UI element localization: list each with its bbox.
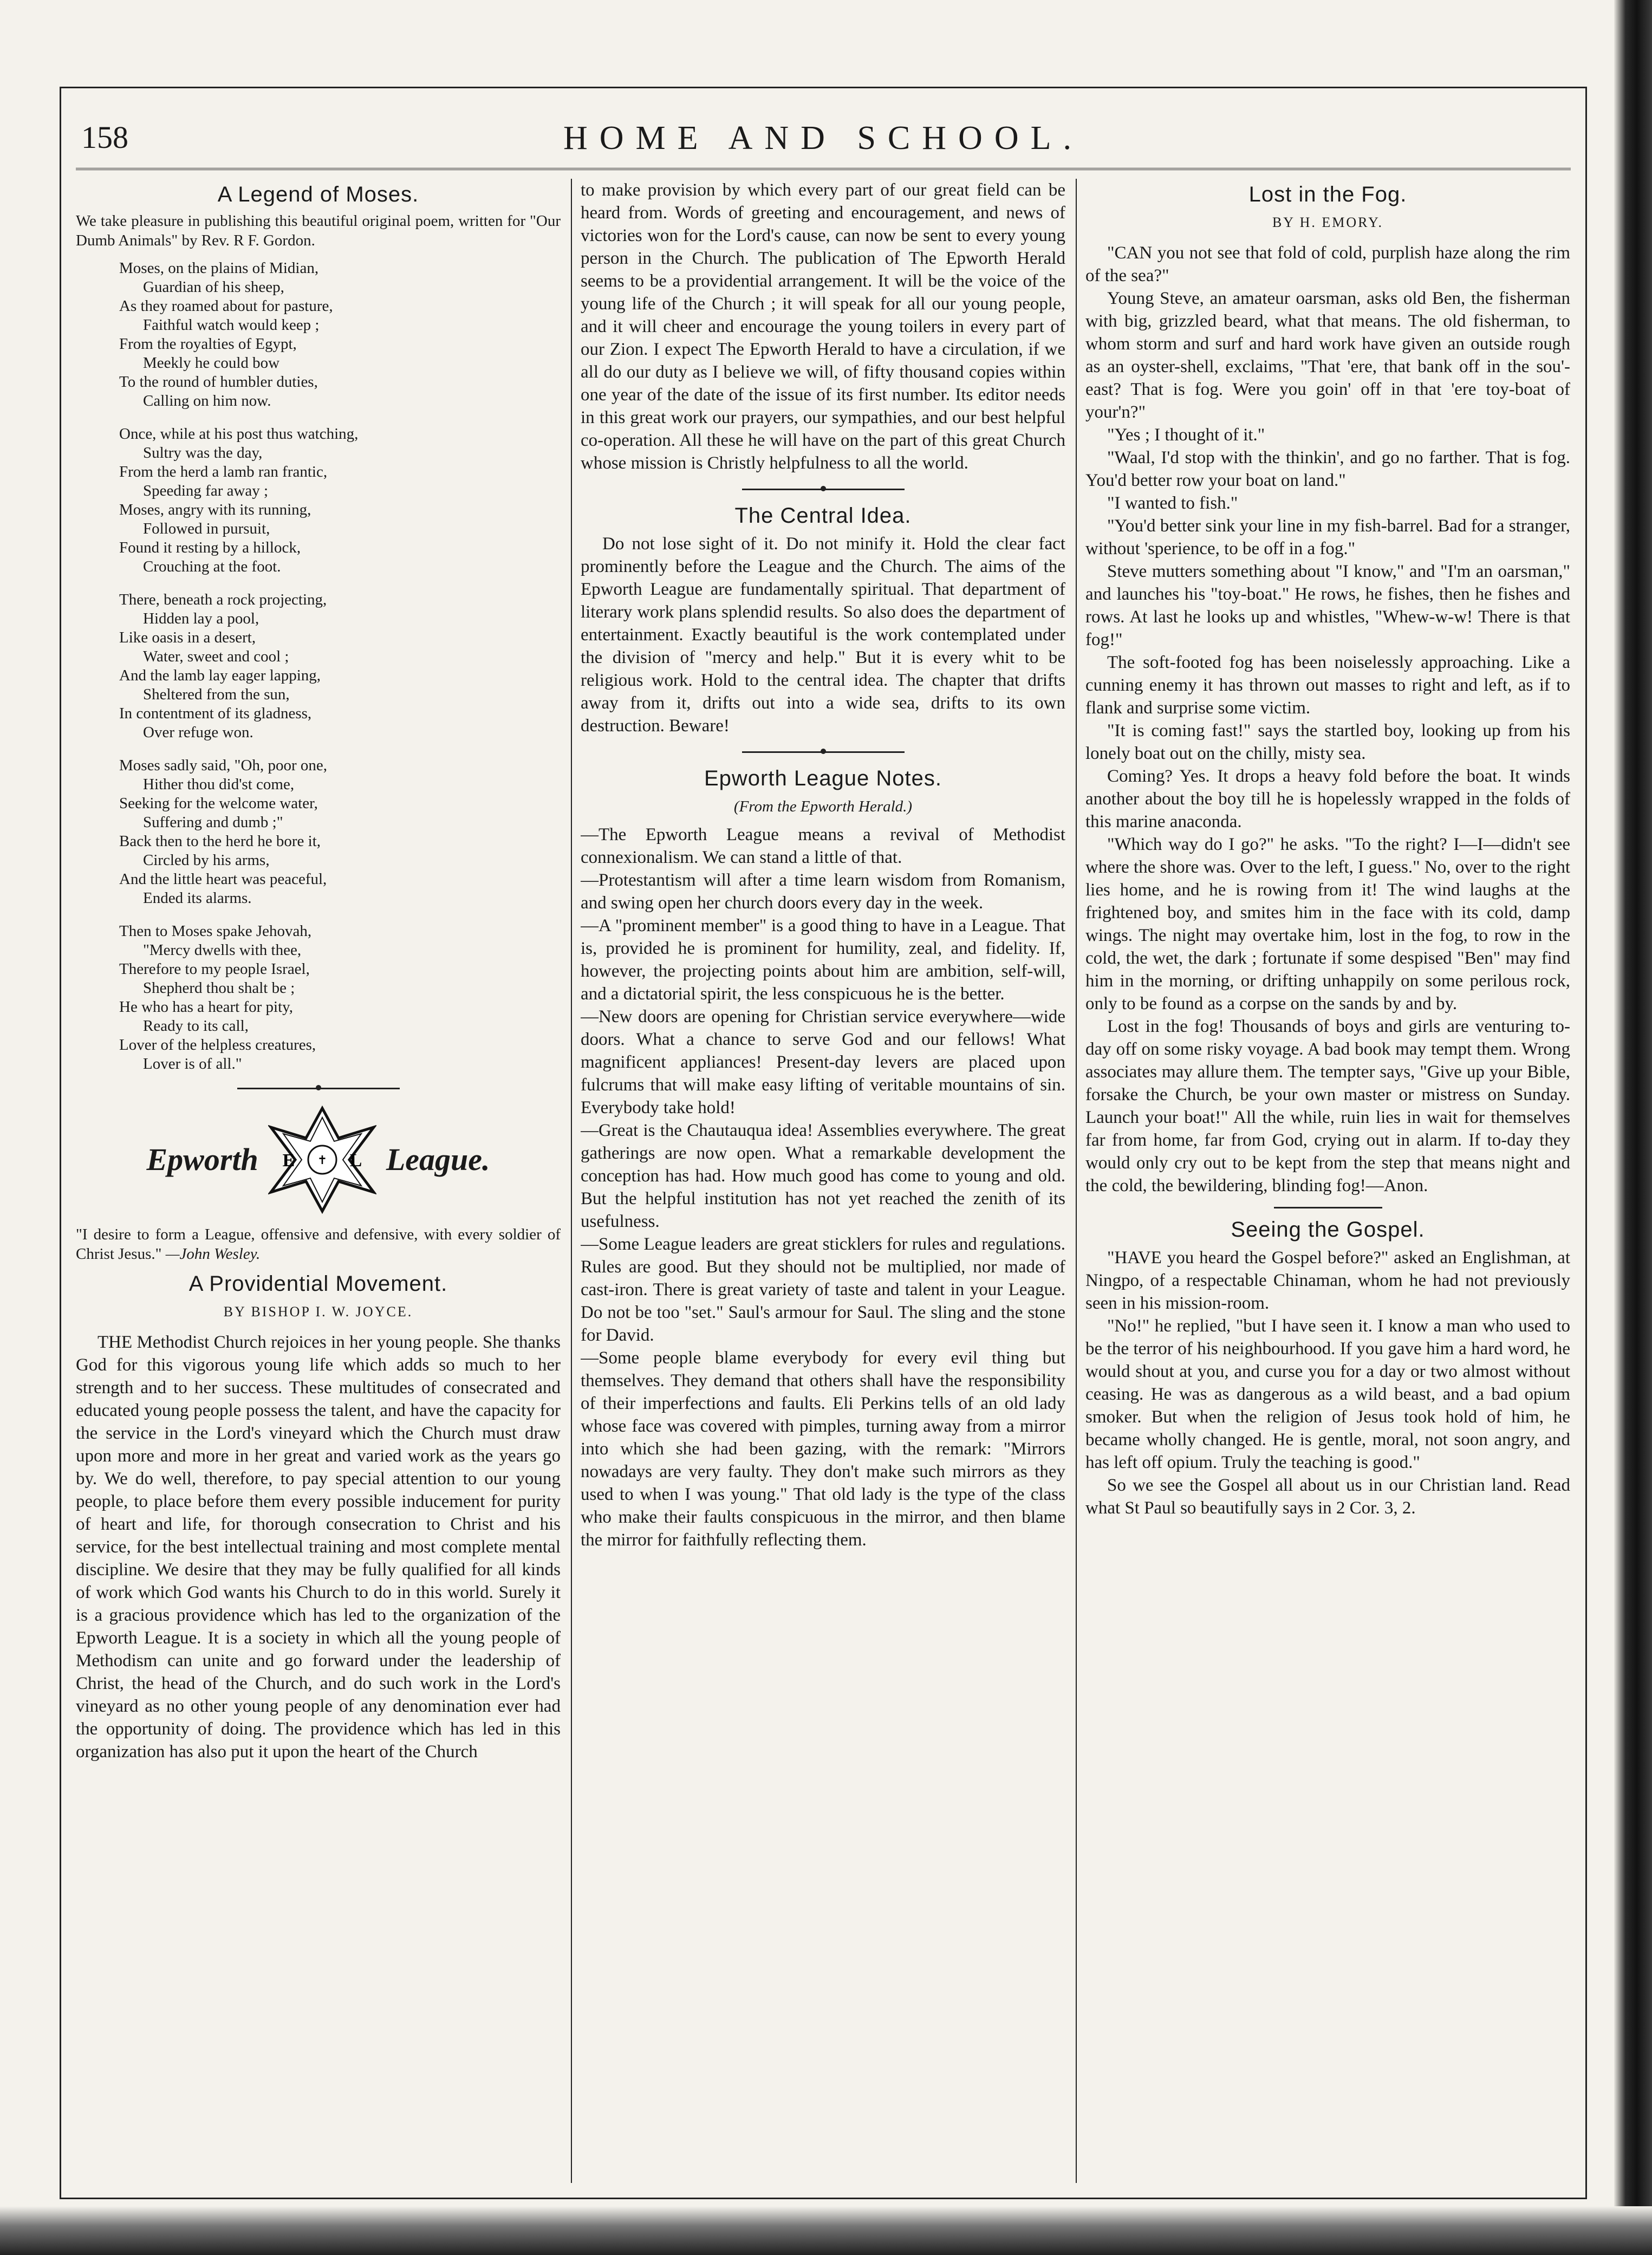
fog-paragraph: "I wanted to fish." (1107, 493, 1238, 513)
poem-line: From the herd a lamb ran frantic, (119, 463, 328, 480)
article-byline-emory: BY H. EMORY. (1272, 215, 1384, 230)
fog-paragraph: Lost in the fog! Thousands of boys and girls are venturing to-day off on some risky voyage. A bad book may tempt them. Wrong associates may allure them. The tempter says, "Give up your Bible, forsake the Church, be your own master or mistress on Sunday. Launch your boat!" All the while, ruin lies in wait for themselves far from home, far from God, crying out in alarm. If to-day they would only cry out to be kept from the step that means night and the cold, the bewildering, blinding fog!—Anon. (1085, 1017, 1570, 1195)
fog-paragraph: "Yes ; I thought of it." (1107, 425, 1265, 445)
league-note: —Great is the Chautauqua idea! Assemblies everywhere. The great gatherings are now open. What a remarkable development the conception has had. How much good has come to young and old. But the helpful institution has not yet reached the zenith of its usefulness. (581, 1121, 1065, 1231)
fog-paragraph: "You'd better sink your line in my fish-barrel. Bad for a stranger, without 'sperience, to be off in a fog." (1085, 516, 1570, 558)
poem-intro: We take pleasure in publishing this beautiful original poem, written for "Our Dumb Animals" by Rev. R F. Gordon. (76, 212, 561, 249)
fog-paragraph: Steve mutters something about "I know," and "I'm an oarsman," and launches his "toy-boat." He rows, he fishes, then he fishes and rows. At last he looks up and whistles, "Whew-w-w! There is that fog!" (1085, 562, 1570, 649)
poem (119, 259, 561, 1074)
poem-line: Moses, angry with its running, (119, 501, 311, 518)
column-rule (1076, 179, 1077, 2183)
section-divider (742, 751, 905, 753)
emblem-letter-e: E (282, 1151, 295, 1171)
poem-line: Then to Moses spake Jehovah, (119, 922, 312, 940)
poem-stanza (119, 756, 561, 908)
article-title-seeing-gospel: Seeing the Gospel. (1231, 1218, 1425, 1242)
poem-line: Circled by his arms, (143, 852, 270, 869)
section-divider (742, 489, 905, 490)
poem-line: Over refuge won. (143, 724, 253, 741)
league-notes-list (581, 823, 1065, 1551)
fog-paragraph: Coming? Yes. It drops a heavy fold before the boat. It winds another about the boy till he is hopelessly wrapped in the folds of this marine anaconda. (1085, 766, 1570, 831)
article-title-central-idea: The Central Idea. (734, 504, 912, 528)
poem-stanza (119, 590, 561, 742)
fog-paragraph: Young Steve, an amateur oarsman, asks old Ben, the fisherman with big, grizzled beard, what that means. The old fisherman, to whom storm and surf and hard work have given an outside rough as an oyster-shell, exclaims, "That 'ere, that bank off in the sou'-east? That is fog. Were you goin' off in that 'ere toy-boat of your'n?" (1085, 289, 1570, 422)
article-title-league-notes: Epworth League Notes. (704, 766, 942, 790)
article-body-central-idea: Do not lose sight of it. Do not minify it. Hold the clear fact prominently before the League and the Church. The aims of the Epworth League are fundamentally spiritual. That department of literary work plans splendid results. So also does the department of entertainment. Exactly beautiful is the work contemplated under the division of "mercy and help." But it is every whit to be religious work. Hold to the central idea. The chapter that drifts away from it, drifts out into a wide sea, drifts to its own destruction. Beware! (581, 534, 1065, 736)
poem-line: Ended its alarms. (143, 889, 252, 907)
poem-line: And the little heart was peaceful, (119, 870, 327, 888)
poem-line: Crouching at the foot. (143, 558, 281, 575)
poem-line: From the royalties of Egypt, (119, 335, 297, 353)
poem-line: Moses, on the plains of Midian, (119, 259, 319, 277)
poem-line: Suffering and dumb ;" (143, 814, 283, 831)
poem-line: Back then to the herd he bore it, (119, 833, 321, 850)
poem-line: Once, while at his post thus watching, (119, 425, 359, 443)
fog-paragraph: "Waal, I'd stop with the thinkin', and go no farther. That is fog. You'd better row your boat on land." (1085, 448, 1570, 490)
column-3 (1085, 179, 1570, 2183)
poem-line: Sheltered from the sun, (143, 686, 290, 703)
poem-line: Lover is of all." (143, 1055, 242, 1073)
article-title-lost-in-fog: Lost in the Fog. (1248, 183, 1407, 206)
poem-line: Water, sweet and cool ; (143, 648, 289, 665)
poem-line: "Mercy dwells with thee, (143, 941, 302, 959)
scan-edge-right (1614, 0, 1652, 2255)
article-title-moses: A Legend of Moses. (217, 183, 419, 206)
league-note: —The Epworth League means a revival of Methodist connexionalism. We can stand a little of that. (581, 825, 1065, 867)
poem-line: To the round of humbler duties, (119, 373, 318, 391)
poem-stanza (119, 425, 561, 576)
poem-line: In contentment of its gladness, (119, 705, 312, 722)
fog-paragraph: "It is coming fast!" says the startled boy, looking up from his lonely boat out on the chilly, misty sea. (1085, 721, 1570, 763)
poem-line: As they roamed about for pasture, (119, 297, 333, 315)
league-note: —New doors are opening for Christian service everywhere—wide doors. What a chance to serve God and our fellows! What magnificent appliances! Present-day levers are placed upon fulcrums that will make easy lifting of veritable mountains of sin. Everybody take hold! (581, 1007, 1065, 1117)
section-divider (1274, 1207, 1382, 1208)
poem-line: Like oasis in a desert, (119, 629, 256, 646)
poem-line: Speeding far away ; (143, 482, 269, 499)
poem-line: Found it resting by a hillock, (119, 539, 301, 556)
poem-stanza (119, 259, 561, 411)
article-body-providential-cont: to make provision by which every part of our great field can be heard from. Words of greeting and encouragement, and news of victories won for the Lord's cause, can now be sent to every young person in the Church. The publication of The Epworth Herald seems to be a providential arrangement. It will be the voice of the young life of the Church ; it will speak for all our young people, and it will cheer and encourage the young toilers in every part of our Zion. I expect The Epworth Herald to have a circulation, if we all do our duty as I believe we will, of fifty thousand copies within one year of the date of the issue of its first number. Its editor needs in this great work our prayers, our sympathies, and our best helpful co-operation. All these he will have on the part of this great Church whose mission is Christly helpfulness to all the world. (581, 180, 1065, 473)
poem-line: Sultry was the day, (143, 444, 263, 462)
column-1 (76, 179, 561, 2183)
emblem-motto: ✝ (317, 1153, 328, 1167)
article-body-lost-in-fog (1085, 242, 1570, 1197)
poem-line: Faithful watch would keep ; (143, 316, 320, 334)
article-title-providential: A Providential Movement. (188, 1272, 448, 1296)
page-number: 158 (81, 120, 128, 155)
column-rule (571, 179, 572, 2183)
poem-line: He who has a heart for pity, (119, 998, 294, 1016)
poem-line: Ready to its call, (143, 1017, 249, 1035)
league-note: —A "prominent member" is a good thing to have in a League. That is, provided he is prominent for humility, zeal, and fidelity. If, however, the projecting points about him are ambition, self-will, and a dictatorial spirit, the less conspicuous he is the better. (581, 916, 1065, 1004)
wesley-quote-author: —John Wesley. (165, 1245, 261, 1263)
league-note: —Protestantism will after a time learn wisdom from Romanism, and swing open her church doors every day in the week. (581, 870, 1065, 913)
epworth-league-banner (76, 1106, 561, 1214)
columns (76, 179, 1571, 2183)
poem-line: Meekly he could bow (143, 354, 280, 372)
fog-paragraph: "Which way do I go?" he asks. "To the right? I—I—didn't see where the shore was. Over to the left, I guess." No, over to the right lies home, and he is rowing from it! The wind laughs at the frightened boy, and smites him in the face with its cold, damp wings. The night may overtake him, lost in the fog, to row in the cold, the wet, the dark ; fortunate if some despised "Ben" may find him in the morning, or drifting unhappily on some perilous rock, only to be found as a corpse on the sands by and by. (1085, 835, 1570, 1013)
column-2 (581, 179, 1065, 2183)
league-note: —Some people blame everybody for every evil thing but themselves. They demand that others shall have the responsibility of their imperfections and faults. Eli Perkins tells of an old lady whose face was covered with pimples, turning away from a mirror into which she had been gazing, with the remark: "Mirrors nowadays are very faulty. They don't make such mirrors as they used to when I was young." That old lady is the type of the class who make their faults conspicuous in the mirror, and then blame the mirror for faithfully reflecting them. (581, 1348, 1065, 1550)
gospel-paragraph: "HAVE you heard the Gospel before?" asked an Englishman, at Ningpo, of a respectable Chinaman, whom he had not previously seen in his mission-room. (1085, 1248, 1570, 1313)
emblem-letter-l: L (349, 1151, 362, 1171)
gospel-paragraph: "No!" he replied, "but I have seen it. I know a man who used to be the terror of his neighbourhood. If you gave him a hard word, he would shout at you, and curse you for a day or two almost without ceasing. He was as dangerous as a wild beast, and a bad opium smoker. But when the religion of Jesus took hold of him, he became wholly changed. He is gentle, moral, not soon angry, and has left off opium. Truly the teaching is good." (1085, 1316, 1570, 1472)
page-header (76, 114, 1571, 170)
poem-line: Seeking for the welcome water, (119, 795, 318, 812)
poem-line: And the lamb lay eager lapping, (119, 667, 321, 684)
poem-line: Moses sadly said, "Oh, poor one, (119, 757, 327, 774)
poem-line: Followed in pursuit, (143, 520, 270, 537)
poem-line: Therefore to my people Israel, (119, 960, 310, 978)
poem-stanza (119, 922, 561, 1074)
fog-paragraph: The soft-footed fog has been noiselessly approaching. Like a cunning enemy it has thrown out masses to right and left, as if to flank and surprise some victim. (1085, 653, 1570, 718)
article-body-seeing-gospel (1085, 1246, 1570, 1519)
wesley-quote-text: "I desire to form a League, offensive and defensive, with every soldier of Christ Jesus." (76, 1226, 561, 1263)
poem-line: There, beneath a rock projecting, (119, 591, 327, 608)
poem-line: Hither thou did'st come, (143, 776, 295, 793)
league-notes-source: (From the Epworth Herald.) (733, 798, 913, 815)
poem-line: Lover of the helpless creatures, (119, 1036, 316, 1054)
masthead-title: HOME AND SCHOOL. (563, 120, 1083, 157)
banner-word-right: League. (386, 1142, 490, 1177)
scan-edge-bottom (0, 2206, 1652, 2255)
article-body-providential: THE Methodist Church rejoices in her young people. She thanks God for this vigorous young life which adds so much to her strength and to her success. These multitudes of consecrated and educated young people possess the talent, and have the capacity for the service in the Lord's vineyard which the Church must draw upon more and more in her great and varied work as the years go by. We do well, therefore, to pay special attention to our young people, to place before them every possible inducement for purity of heart and life, for thorough consecration to Christ and his service, for the best intellectual training and most complete mental discipline. We desire that they may be fully qualified for all kinds of work which God wants his Church to do in this world. Surely it is a gracious providence which has led to the organization of the Epworth League. It is a society in which all the young people of Methodism can unite and go forward under the leadership of Christ, the head of the Church, and do such work in the Lord's vineyard as no other young people of any denomination ever had the opportunity of doing. The providence which has led in this organization has also put it upon the heart of the Church (76, 1333, 561, 1762)
fog-paragraph: "CAN you not see that fold of cold, purplish haze along the rim of the sea?" (1085, 243, 1570, 285)
maltese-cross-emblem (268, 1106, 376, 1214)
league-note: —Some League leaders are great sticklers for rules and regulations. Rules are good. But they should not be multiplied, nor made of cast-iron. There is great variety of taste and talent in your League. Do not be too "set." Saul's armour for Saul. The sling and the stone for David. (581, 1234, 1065, 1345)
poem-line: Hidden lay a pool, (143, 610, 259, 627)
poem-line: Calling on him now. (143, 392, 271, 410)
wesley-quote (76, 1225, 561, 1264)
poem-line: Shepherd thou shalt be ; (143, 979, 295, 997)
article-byline-joyce: BY BISHOP I. W. JOYCE. (223, 1304, 413, 1320)
gospel-paragraph: So we see the Gospel all about us in our Christian land. Read what St Paul so beautifully says in 2 Cor. 3, 2. (1085, 1476, 1570, 1518)
banner-word-left: Epworth (146, 1142, 258, 1177)
poem-line: Guardian of his sheep, (143, 278, 284, 296)
section-divider (237, 1088, 400, 1089)
